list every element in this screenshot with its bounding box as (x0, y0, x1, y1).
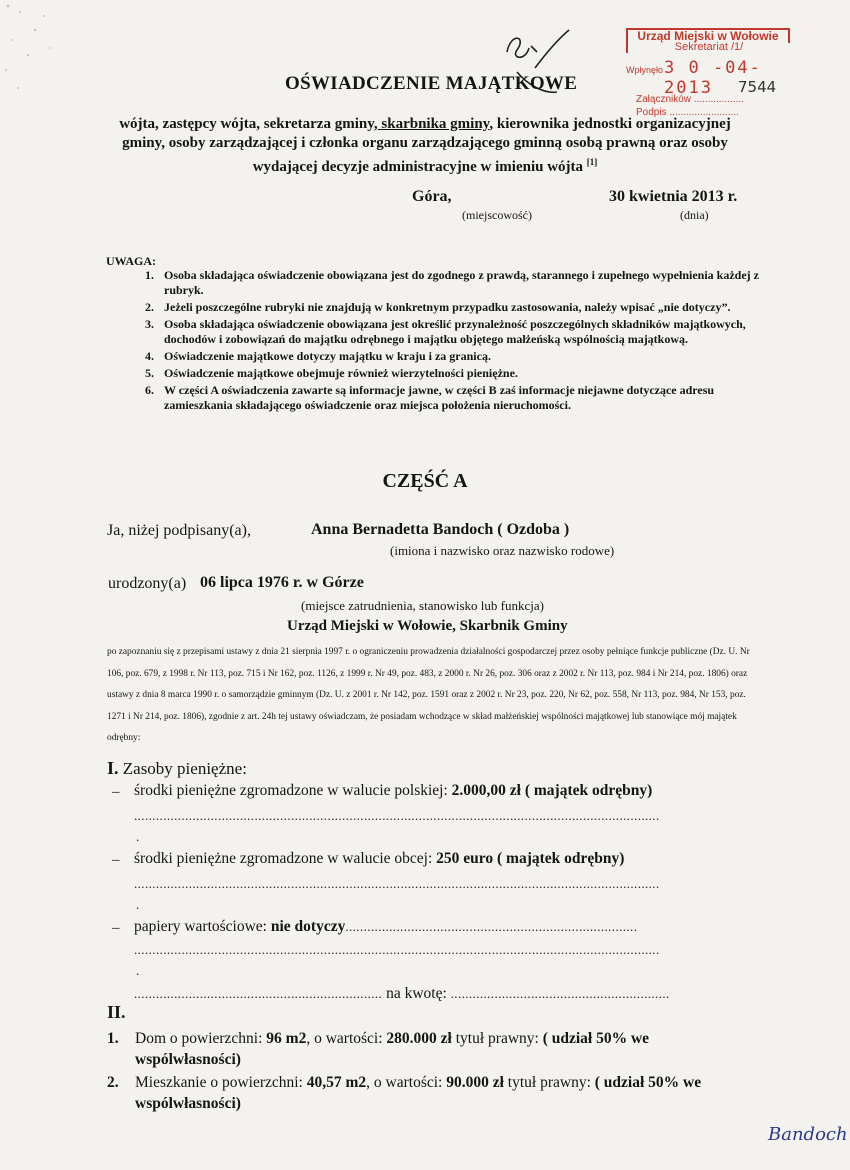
declarant-name: Anna Bernadetta Bandoch ( Ozdoba ) (311, 521, 570, 538)
foreign-funds-row: środki pieniężne zgromadzone w walucie obcej: 250 euro ( majątek odrębny) (134, 850, 625, 867)
notes-heading: UWAGA: (106, 254, 156, 268)
stamp-received-date: 3 0 -04- 2013 (664, 58, 762, 98)
fill-period: . (136, 963, 140, 978)
document-title: OŚWIADCZENIE MAJĄTKOWE (285, 73, 578, 94)
note-item: 3. Osoba składająca oświadczenie obowiązana jest określić przynależność poszczególnych składników majątkowych, dochodów i zobowiązań do majątku odrębnego i majątku objętego małżeńską wspólnością majątkową. (145, 317, 746, 346)
note-item: 1. Osoba składająca oświadczenie obowiązana jest do zgodnego z prawdą, starannego i zupełnego wypełnienia każdej z rubryk. (145, 268, 760, 297)
property-item: 1. Dom o powierzchni: 96 m2, o wartości: 280.000 zł tytuł prawny: ( udział 50% we wspólwłasności) (107, 1030, 650, 1068)
document-subtitle: wójta, zastępcy wójta, sekretarza gminy, skarbnika gminy, kierownika jednostki organizacyjnej gminy, osoby zarządzającej i członka organu zarządzającego gminną osobą prawną oraz osoby wydającej decyzje administracyjne w imieniu wójta [1] (119, 116, 731, 175)
fill-line: ................................................................................................................................................ (134, 808, 660, 823)
footnote-mark: [1] (586, 157, 598, 167)
securities-amount-row: .................................................................... na kwotę: ............................................................ (134, 985, 670, 1002)
notes-list (120, 268, 760, 415)
fill-line: ................................................................................................................................................ (134, 942, 660, 957)
stamp-handwritten-number: 7544 (738, 78, 777, 96)
stamp-office: Urząd Miejski w Wołowie (626, 28, 790, 43)
declarant-label: Ja, niżej podpisany(a), (107, 522, 251, 539)
place-value: Góra, (412, 188, 452, 205)
note-item: 6. W części A oświadczenia zawarte są informacje jawne, w części B zaś informacje niejawne dotyczące adresu zamieszkania składającego oświadczenie oraz miejsca położenia nieruchomości. (145, 383, 715, 412)
note-item: 2. Jeżeli poszczególne rubryki nie znajdują w konkretnym przypadku zastosowania, należy wpisać „nie dotyczy”. (145, 300, 731, 314)
declarant-name-caption: (imiona i nazwisko oraz nazwisko rodowe) (390, 543, 615, 558)
section-1-heading: I. Zasoby pieniężne: (107, 758, 247, 778)
place-caption: (miejscowość) (462, 208, 532, 222)
section-2-heading: II. (107, 1002, 126, 1022)
fill-period: . (136, 897, 140, 912)
bullet-dash: – (112, 784, 120, 800)
note-item: 5. Oświadczenie majątkowe obejmuje również wierzytelności pieniężne. (145, 366, 518, 380)
stamp-received-label: Wpłynęło (626, 65, 664, 75)
legal-basis-text: po zapoznaniu się z przepisami ustawy z dnia 21 sierpnia 1997 r. o ograniczeniu prowadzenia działalności gospodarczej przez osoby pełniące funkcje publiczne (Dz. U. Nr 106, poz. 679, z 1998 r. Nr 113, poz. 715 i Nr 162, poz. 1126, z 1999 r. Nr 49, poz. 483, z 2000 r. Nr 26, poz. 306 oraz z 2002 r. Nr 113, poz. 984 i Nr 214, poz. 1806) oraz ustawy z dnia 8 marca 1990 r. o samorządzie gminnym (Dz. U. z 2001 r. Nr 142, poz. 1591 oraz z 2002 r. Nr 23, poz. 220, Nr 62, poz. 558, Nr 113, poz. 984, Nr 153, poz. 1271 i Nr 214, poz. 1806), zgodnie z art. 24h tej ustawy oświadczam, że posiadam wchodzące w skład małżeńskiej wspólności majątkowej lub stanowiące mój majątek odrębny: (107, 647, 750, 743)
securities-row: papiery wartościowe: nie dotyczy................................................................................ (134, 918, 638, 935)
note-item: 4. Oświadczenie majątkowe dotyczy majątku w kraju i za granicą. (145, 349, 491, 363)
stamp-signature: Podpis ......................... (636, 107, 739, 118)
born-label: urodzony(a) (108, 575, 187, 592)
stamp-attachments: Załączników .................. (636, 94, 744, 105)
fill-line: ................................................................................................................................................ (134, 876, 660, 891)
part-a-heading: CZĘŚĆ A (382, 470, 468, 492)
employment-value: Urząd Miejski w Wołowie, Skarbnik Gminy (287, 618, 568, 634)
property-item: 2. Mieszkanie o powierzchni: 40,57 m2, o wartości: 90.000 zł tytuł prawny: ( udział 50% we wspólwłasności) (107, 1074, 702, 1112)
handwritten-signature: Bandoch (768, 1124, 848, 1145)
scan-edge-noise (0, 0, 70, 120)
fill-period: . (136, 829, 140, 844)
bullet-dash: – (112, 920, 120, 936)
employment-caption: (miejsce zatrudnienia, stanowisko lub funkcja) (301, 598, 544, 613)
date-value: 30 kwietnia 2013 r. (609, 188, 738, 205)
pln-funds-row: środki pieniężne zgromadzone w walucie polskiej: 2.000,00 zł ( majątek odrębny) (134, 782, 653, 799)
born-value: 06 lipca 1976 r. w Górze (200, 574, 364, 591)
registry-stamp (626, 28, 788, 122)
stamp-dept: Sekretariat /1/ (626, 41, 790, 53)
subtitle-underlined: skarbnika gminy (377, 116, 490, 132)
bullet-dash: – (112, 852, 120, 868)
date-caption: (dnia) (680, 208, 709, 222)
